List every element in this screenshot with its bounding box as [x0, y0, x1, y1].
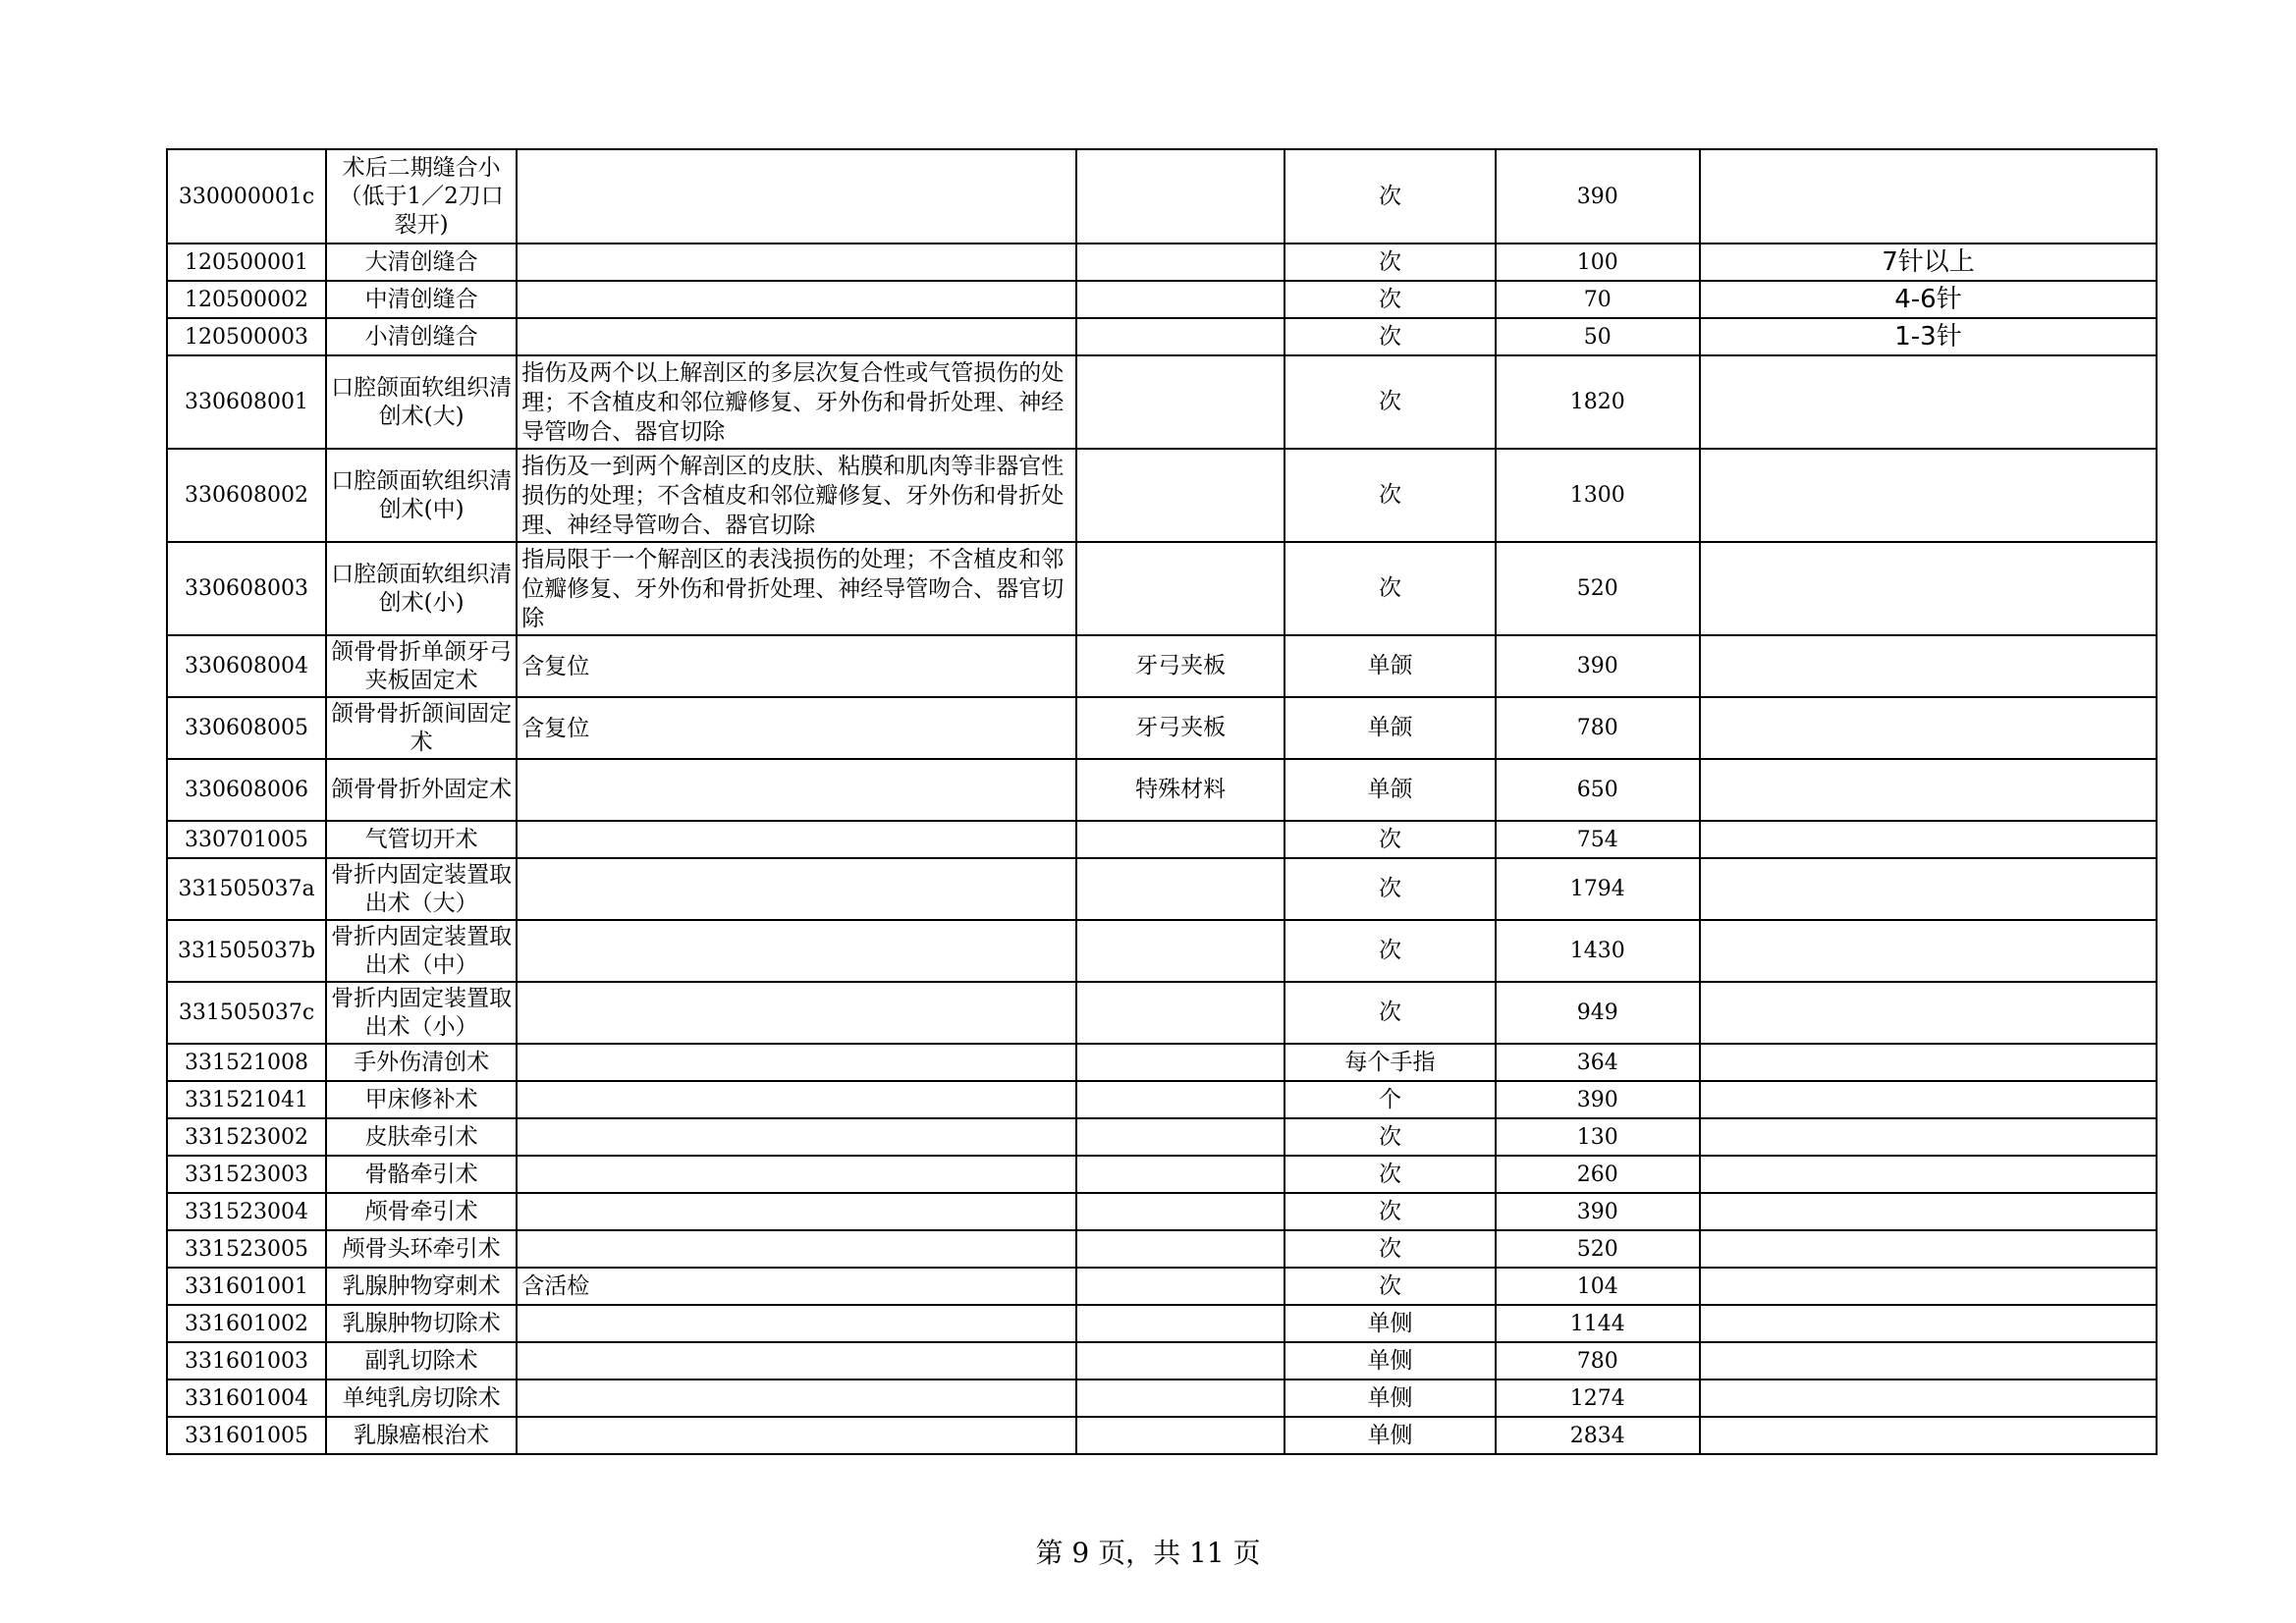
item-description: 含复位	[517, 697, 1076, 759]
item-name: 单纯乳房切除术	[326, 1380, 517, 1417]
table-row	[167, 355, 2157, 449]
item-name: 乳腺癌根治术	[326, 1417, 517, 1454]
item-name: 副乳切除术	[326, 1342, 517, 1380]
item-price: 949	[1496, 982, 1700, 1044]
item-description	[517, 1230, 1076, 1268]
item-name: 口腔颌面软组织清创术(小)	[326, 542, 517, 635]
item-excluded-material	[1076, 1417, 1285, 1454]
item-note	[1700, 1417, 2157, 1454]
item-description	[517, 1417, 1076, 1454]
item-note	[1700, 1081, 2157, 1118]
item-note: 7针以上	[1700, 243, 2157, 281]
item-name: 术后二期缝合小（低于1／2刀口裂开)	[326, 149, 517, 243]
table-row	[167, 1081, 2157, 1118]
item-name: 颅骨牵引术	[326, 1193, 517, 1230]
item-price: 1300	[1496, 449, 1700, 542]
item-unit: 次	[1285, 355, 1495, 449]
item-excluded-material: 牙弓夹板	[1076, 635, 1285, 697]
item-unit: 次	[1285, 149, 1495, 243]
item-price: 390	[1496, 1193, 1700, 1230]
item-price: 520	[1496, 1230, 1700, 1268]
table-row	[167, 1044, 2157, 1081]
item-unit: 次	[1285, 821, 1495, 858]
item-price: 130	[1496, 1118, 1700, 1156]
item-code: 331523005	[167, 1230, 326, 1268]
item-unit: 次	[1285, 542, 1495, 635]
item-excluded-material	[1076, 920, 1285, 982]
table-row	[167, 243, 2157, 281]
price-table	[166, 148, 2158, 1455]
table-row	[167, 1305, 2157, 1342]
item-description	[517, 821, 1076, 858]
item-code: 330608006	[167, 759, 326, 821]
item-excluded-material	[1076, 1044, 1285, 1081]
item-excluded-material	[1076, 149, 1285, 243]
item-description	[517, 318, 1076, 355]
item-price: 520	[1496, 542, 1700, 635]
table-row	[167, 318, 2157, 355]
table-row	[167, 449, 2157, 542]
item-price: 780	[1496, 1342, 1700, 1380]
item-note	[1700, 149, 2157, 243]
item-code: 331601002	[167, 1305, 326, 1342]
item-price: 1430	[1496, 920, 1700, 982]
item-unit: 次	[1285, 1268, 1495, 1305]
item-name: 大清创缝合	[326, 243, 517, 281]
item-excluded-material	[1076, 243, 1285, 281]
item-code: 331523004	[167, 1193, 326, 1230]
item-note	[1700, 1342, 2157, 1380]
item-price: 1274	[1496, 1380, 1700, 1417]
table-row	[167, 920, 2157, 982]
table-row	[167, 1230, 2157, 1268]
item-price: 260	[1496, 1156, 1700, 1193]
item-name: 乳腺肿物穿刺术	[326, 1268, 517, 1305]
table-row	[167, 281, 2157, 318]
item-name: 乳腺肿物切除术	[326, 1305, 517, 1342]
table-row	[167, 1342, 2157, 1380]
item-price: 650	[1496, 759, 1700, 821]
item-note	[1700, 542, 2157, 635]
item-price: 104	[1496, 1268, 1700, 1305]
item-unit: 次	[1285, 1156, 1495, 1193]
item-unit: 次	[1285, 858, 1495, 920]
table-row	[167, 1193, 2157, 1230]
item-excluded-material	[1076, 542, 1285, 635]
item-price: 70	[1496, 281, 1700, 318]
item-name: 骨折内固定装置取出术（中）	[326, 920, 517, 982]
table-row	[167, 635, 2157, 697]
item-description	[517, 1305, 1076, 1342]
item-name: 口腔颌面软组织清创术(大)	[326, 355, 517, 449]
item-code: 331601004	[167, 1380, 326, 1417]
item-excluded-material	[1076, 281, 1285, 318]
item-code: 331601003	[167, 1342, 326, 1380]
item-name: 颅骨头环牵引术	[326, 1230, 517, 1268]
table-row	[167, 1380, 2157, 1417]
item-description: 指伤及一到两个解剖区的皮肤、粘膜和肌肉等非器官性损伤的处理；不含植皮和邻位瓣修复、牙外伤和骨折处理、神经导管吻合、器官切除	[517, 449, 1076, 542]
item-note	[1700, 759, 2157, 821]
item-description	[517, 982, 1076, 1044]
item-excluded-material	[1076, 1342, 1285, 1380]
item-code: 120500001	[167, 243, 326, 281]
item-code: 331505037c	[167, 982, 326, 1044]
item-unit: 次	[1285, 243, 1495, 281]
item-note	[1700, 1118, 2157, 1156]
item-code: 330608001	[167, 355, 326, 449]
item-note	[1700, 1268, 2157, 1305]
item-name: 口腔颌面软组织清创术(中)	[326, 449, 517, 542]
item-code: 331521041	[167, 1081, 326, 1118]
item-name: 小清创缝合	[326, 318, 517, 355]
item-note	[1700, 449, 2157, 542]
item-excluded-material	[1076, 858, 1285, 920]
item-unit: 次	[1285, 1193, 1495, 1230]
page-number: 第 9 页，共 11 页	[1035, 1537, 1261, 1569]
item-excluded-material: 特殊材料	[1076, 759, 1285, 821]
item-name: 手外伤清创术	[326, 1044, 517, 1081]
item-description	[517, 281, 1076, 318]
table-row	[167, 1156, 2157, 1193]
item-code: 331505037a	[167, 858, 326, 920]
item-name: 骨骼牵引术	[326, 1156, 517, 1193]
item-note	[1700, 1305, 2157, 1342]
item-unit: 每个手指	[1285, 1044, 1495, 1081]
item-unit: 次	[1285, 281, 1495, 318]
item-name: 骨折内固定装置取出术（小）	[326, 982, 517, 1044]
item-excluded-material	[1076, 449, 1285, 542]
item-description	[517, 1156, 1076, 1193]
item-price: 364	[1496, 1044, 1700, 1081]
item-price: 2834	[1496, 1417, 1700, 1454]
table-row	[167, 821, 2157, 858]
item-excluded-material	[1076, 1230, 1285, 1268]
item-code: 120500003	[167, 318, 326, 355]
item-note	[1700, 858, 2157, 920]
item-excluded-material: 牙弓夹板	[1076, 697, 1285, 759]
table-row	[167, 858, 2157, 920]
item-description	[517, 149, 1076, 243]
item-note	[1700, 1156, 2157, 1193]
item-name: 皮肤牵引术	[326, 1118, 517, 1156]
item-unit: 单侧	[1285, 1342, 1495, 1380]
item-description	[517, 858, 1076, 920]
table-row	[167, 759, 2157, 821]
table-row	[167, 542, 2157, 635]
item-description: 指局限于一个解剖区的表浅损伤的处理；不含植皮和邻位瓣修复、牙外伤和骨折处理、神经导管吻合、器官切除	[517, 542, 1076, 635]
item-code: 331523003	[167, 1156, 326, 1193]
item-note	[1700, 920, 2157, 982]
item-unit: 次	[1285, 982, 1495, 1044]
item-price: 390	[1496, 1081, 1700, 1118]
item-code: 331523002	[167, 1118, 326, 1156]
item-description	[517, 243, 1076, 281]
item-note	[1700, 1044, 2157, 1081]
item-description	[517, 1193, 1076, 1230]
item-name: 颌骨骨折颌间固定术	[326, 697, 517, 759]
item-unit: 次	[1285, 1118, 1495, 1156]
item-code: 330608003	[167, 542, 326, 635]
item-name: 甲床修补术	[326, 1081, 517, 1118]
item-note	[1700, 1380, 2157, 1417]
item-excluded-material	[1076, 1081, 1285, 1118]
item-code: 331601001	[167, 1268, 326, 1305]
item-unit: 个	[1285, 1081, 1495, 1118]
item-description	[517, 1118, 1076, 1156]
table-row	[167, 697, 2157, 759]
item-description	[517, 759, 1076, 821]
item-code: 331601005	[167, 1417, 326, 1454]
item-description	[517, 1081, 1076, 1118]
item-excluded-material	[1076, 355, 1285, 449]
item-excluded-material	[1076, 1118, 1285, 1156]
item-note	[1700, 821, 2157, 858]
item-unit: 次	[1285, 1230, 1495, 1268]
item-unit: 单侧	[1285, 1417, 1495, 1454]
table-row	[167, 1417, 2157, 1454]
item-note	[1700, 1193, 2157, 1230]
item-note	[1700, 697, 2157, 759]
item-excluded-material	[1076, 1380, 1285, 1417]
item-description	[517, 1044, 1076, 1081]
item-price: 390	[1496, 635, 1700, 697]
item-unit: 次	[1285, 449, 1495, 542]
item-excluded-material	[1076, 318, 1285, 355]
item-price: 754	[1496, 821, 1700, 858]
item-excluded-material	[1076, 1156, 1285, 1193]
item-unit: 次	[1285, 920, 1495, 982]
item-name: 颌骨骨折单颌牙弓夹板固定术	[326, 635, 517, 697]
item-name: 颌骨骨折外固定术	[326, 759, 517, 821]
item-note	[1700, 355, 2157, 449]
item-note	[1700, 982, 2157, 1044]
item-code: 120500002	[167, 281, 326, 318]
item-description	[517, 1342, 1076, 1380]
item-unit: 单侧	[1285, 1380, 1495, 1417]
item-unit: 单颌	[1285, 697, 1495, 759]
item-excluded-material	[1076, 821, 1285, 858]
item-price: 390	[1496, 149, 1700, 243]
item-price: 780	[1496, 697, 1700, 759]
item-excluded-material	[1076, 1268, 1285, 1305]
item-price: 1144	[1496, 1305, 1700, 1342]
item-unit: 单颌	[1285, 635, 1495, 697]
item-description: 含活检	[517, 1268, 1076, 1305]
table-row	[167, 149, 2157, 243]
item-code: 330608002	[167, 449, 326, 542]
item-code: 331505037b	[167, 920, 326, 982]
item-code: 330701005	[167, 821, 326, 858]
item-unit: 次	[1285, 318, 1495, 355]
item-unit: 单侧	[1285, 1305, 1495, 1342]
item-excluded-material	[1076, 1193, 1285, 1230]
table-row	[167, 1118, 2157, 1156]
item-note: 4-6针	[1700, 281, 2157, 318]
item-excluded-material	[1076, 982, 1285, 1044]
item-name: 气管切开术	[326, 821, 517, 858]
item-note: 1-3针	[1700, 318, 2157, 355]
table-row	[167, 1268, 2157, 1305]
table-row	[167, 982, 2157, 1044]
item-price: 50	[1496, 318, 1700, 355]
item-description: 含复位	[517, 635, 1076, 697]
item-description: 指伤及两个以上解剖区的多层次复合性或气管损伤的处理；不含植皮和邻位瓣修复、牙外伤和骨折处理、神经导管吻合、器官切除	[517, 355, 1076, 449]
item-unit: 单颌	[1285, 759, 1495, 821]
item-excluded-material	[1076, 1305, 1285, 1342]
item-code: 331521008	[167, 1044, 326, 1081]
item-note	[1700, 635, 2157, 697]
item-description	[517, 1380, 1076, 1417]
item-description	[517, 920, 1076, 982]
item-code: 330000001c	[167, 149, 326, 243]
item-price: 1820	[1496, 355, 1700, 449]
item-name: 骨折内固定装置取出术（大）	[326, 858, 517, 920]
item-name: 中清创缝合	[326, 281, 517, 318]
item-price: 1794	[1496, 858, 1700, 920]
item-code: 330608005	[167, 697, 326, 759]
item-note	[1700, 1230, 2157, 1268]
item-price: 100	[1496, 243, 1700, 281]
item-code: 330608004	[167, 635, 326, 697]
